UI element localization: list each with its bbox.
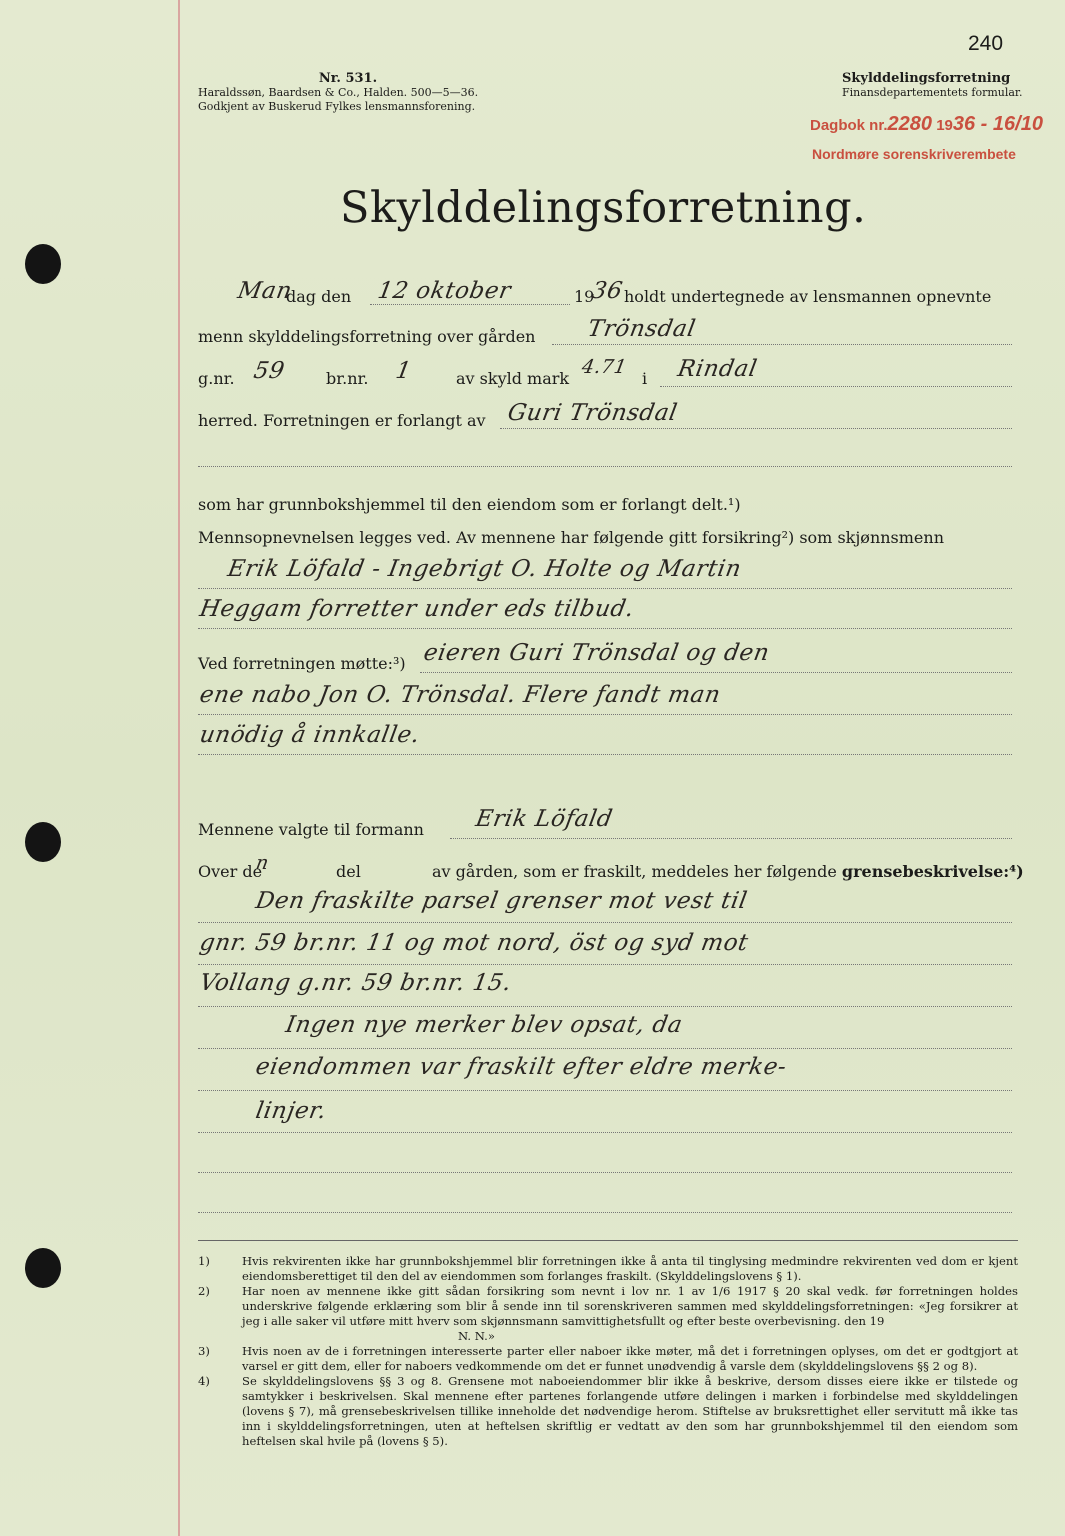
label-farm: menn skylddelingsforretning over gården	[198, 327, 536, 346]
footnote-text: Hvis rekvirenten ikke har grunnbokshjemmel blir forretningen ikke å anta til tinglysing medmindre rekvirenten ved dom er kjent eiendomsberettiget til den del av eiendommen som forlanges fraskilt. (Skylddelingslovens § 1).	[242, 1254, 1018, 1283]
header-right	[842, 71, 1022, 99]
hw-year: 36	[589, 278, 625, 304]
present-dotted-line-3	[198, 754, 1012, 755]
hw-present-2: ene nabo Jon O. Trönsdal. Flere fandt man	[197, 682, 723, 708]
journal-year-date: 36 - 16/10	[952, 113, 1043, 135]
journal-number: 2280	[887, 113, 933, 135]
footnote-4	[198, 1374, 1018, 1449]
label-herred: herred. Forretningen er forlangt av	[198, 411, 486, 430]
hw-requested-by: Guri Trönsdal	[505, 400, 680, 426]
footnotes	[198, 1254, 1018, 1449]
present-dotted-line-2	[198, 714, 1012, 715]
boundary-dotted-line-5	[198, 1090, 1012, 1091]
hw-gnr: 59	[251, 358, 287, 384]
boundary-dotted-line-6	[198, 1132, 1012, 1133]
label-gnr: g.nr.	[198, 369, 235, 388]
footnote-number: 3)	[198, 1344, 210, 1358]
hw-boundary-4: Ingen nye merker blev opsat, da	[283, 1012, 685, 1038]
hw-boundary-5: eiendommen var fraskilt efter eldre merke-	[253, 1054, 789, 1080]
hw-over: n	[254, 852, 271, 874]
label-year: 19	[574, 287, 595, 306]
hw-skyld: 4.71	[580, 356, 629, 378]
footnote-2	[198, 1284, 1018, 1329]
label-boundary	[432, 862, 1024, 881]
footnote-number: 1)	[198, 1254, 210, 1268]
hw-brnr: 1	[393, 358, 414, 384]
label-day: dag den	[286, 287, 352, 306]
appraisers-dotted-line-2	[198, 628, 1012, 629]
hw-present-3: unödig å innkalle.	[197, 722, 422, 748]
boundary-dotted-line-3	[198, 1006, 1012, 1007]
boundary-dotted-line-4	[198, 1048, 1012, 1049]
hw-boundary-6: linjer.	[253, 1098, 329, 1124]
form-source: Finansdepartementets formular.	[842, 86, 1023, 99]
hw-date: 12 oktober	[375, 278, 514, 304]
label-boundary-bold: grensebeskrivelse:⁴)	[841, 862, 1024, 881]
label-skyld: av skyld mark	[456, 369, 570, 388]
kommune-dotted-line	[660, 386, 1012, 387]
chairman-dotted-line	[450, 838, 1012, 839]
footnote-3	[198, 1344, 1018, 1374]
boundary-dotted-line-7	[198, 1172, 1012, 1173]
boundary-dotted-line-1	[198, 922, 1012, 923]
header-left	[198, 72, 498, 114]
hw-farm: Trönsdal	[585, 316, 698, 342]
hw-appraisers-1: Erik Löfald - Ingebrigt O. Holte og Martin	[225, 556, 744, 582]
label-mennsopnevnelse: Mennsopnevnelsen legges ved. Av mennene har følgende gitt forsikring²) som skjønnsmenn	[198, 528, 945, 547]
label-i: i	[642, 369, 648, 388]
footnote-number: 2)	[198, 1284, 210, 1298]
form-title-small: Skylddelingsforretning	[842, 71, 1011, 86]
present-dotted-line-1	[420, 672, 1012, 673]
journal-stamp	[810, 113, 1043, 136]
date-dotted-line	[370, 304, 570, 305]
boundary-dotted-line-2	[198, 964, 1012, 965]
boundary-dotted-line-8	[198, 1212, 1012, 1213]
punch-hole-bottom	[25, 1248, 61, 1288]
label-brnr: br.nr.	[326, 369, 369, 388]
footnote-number: 4)	[198, 1374, 210, 1388]
footnote-signature	[198, 1329, 1018, 1344]
hw-present-1: eieren Guri Trönsdal og den	[421, 640, 772, 666]
label-present: Ved forretningen møtte:³)	[198, 654, 406, 673]
approval-line: Godkjent av Buskerud Fylkes lensmannsforening.	[198, 100, 476, 113]
footnote-text: Se skylddelingslovens §§ 3 og 8. Grensene mot naboeiendommer blir ikke å beskrive, dersom disses eiere ikke er tilstede og samtykker i beskrivelsen. Skal mennene efter partenes forlangende utføre delingen i marken i forbindelse med skylddelingen (lovens § 7), må grensebeskrivelsen tillike inneholde det nødvendige herom. Stiftelse av bruksrettighet eller servitutt må ikke tas inn i skylddelingsforretningen, uten at heftelsen skriftlig er vedtatt av den som har grunnbokshjemmel til den eiendom som heftelsen skal hvile på (lovens § 5).	[242, 1374, 1018, 1448]
farm-dotted-line	[552, 344, 1012, 345]
form-number: Nr. 531.	[318, 71, 378, 86]
footnote-text: N. N.»	[458, 1329, 495, 1343]
office-stamp: Nordmøre sorenskriverembete	[812, 146, 1016, 162]
label-chairman: Mennene valgte til formann	[198, 820, 424, 839]
requested-dotted-line	[500, 428, 1012, 429]
footnote-1	[198, 1254, 1018, 1284]
punch-hole-middle	[25, 822, 61, 862]
footnote-text: Har noen av mennene ikke gitt sådan forsikring som nevnt i lov nr. 1 av 1/6 1917 § 20 skal vedk. før forretningen holdes underskrive følgende erklæring som blir å sende inn til sorenskriveren sammen med skylddelingsforretningen: «Jeg forsikrer at jeg i alle saker vil utføre mitt hverv som skjønnsmann samvittighetsfullt og efter beste overbevisning. den 19	[242, 1284, 1018, 1328]
label-over: Over de	[198, 862, 263, 881]
label-del: del	[336, 862, 361, 881]
hw-boundary-1: Den fraskilte parsel grenser mot vest til	[253, 888, 750, 914]
footnote-text: Hvis noen av de i forretningen interesserte parter eller naboer ikke møter, må det i forretningen oplyses, om det er godtgjort at varsel er gitt dem, eller for naboers vedkommende om det er funnet unødvendig å varsle dem (skylddelingslovens §§ 2 og 8).	[242, 1344, 1018, 1373]
hw-boundary-2: gnr. 59 br.nr. 11 og mot nord, öst og syd mot	[197, 930, 751, 956]
label-boundary-pre: av gården, som er fraskilt, meddeles her følgende	[432, 862, 837, 881]
footnote-rule	[198, 1240, 1018, 1241]
journal-year-prefix: 19	[936, 117, 953, 134]
journal-label: Dagbok nr.	[810, 117, 888, 134]
punch-hole-top	[25, 244, 61, 284]
page-number: 240	[968, 32, 1004, 55]
hw-boundary-3: Vollang g.nr. 59 br.nr. 15.	[197, 970, 514, 996]
printer-line: Haraldssøn, Baardsen & Co., Halden. 500—5—36.	[198, 86, 479, 99]
label-hjemmel: som har grunnbokshjemmel til den eiendom som er forlangt delt.¹)	[198, 495, 741, 514]
hw-kommune: Rindal	[675, 356, 760, 382]
document-title: Skylddelingsforretning.	[340, 183, 867, 233]
label-intro-rest: holdt undertegnede av lensmannen opnevnte	[624, 287, 992, 306]
margin-rule	[178, 0, 180, 1536]
hw-appraisers-2: Heggam forretter under eds tilbud.	[197, 596, 637, 622]
appraisers-dotted-line-1	[198, 588, 1012, 589]
blank-dotted-line-1	[198, 466, 1012, 467]
hw-day: Man	[235, 278, 295, 304]
hw-chairman: Erik Löfald	[473, 806, 615, 832]
